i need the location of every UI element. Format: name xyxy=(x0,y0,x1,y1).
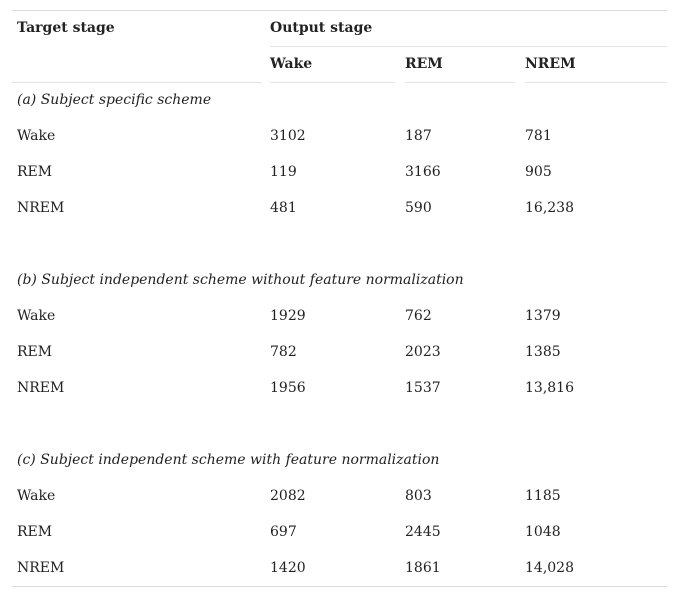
cell-nrem: 781 xyxy=(525,128,552,144)
cell-nrem: 1385 xyxy=(525,344,561,360)
cell-wake: 782 xyxy=(270,344,297,360)
row-label: NREM xyxy=(17,200,65,216)
row-label: Wake xyxy=(17,128,56,144)
cell-rem: 762 xyxy=(405,308,432,324)
cell-rem: 803 xyxy=(405,488,432,504)
header-target-stage: Target stage xyxy=(17,20,115,36)
table-row xyxy=(12,334,667,370)
cell-wake: 1929 xyxy=(270,308,306,324)
cell-wake: 3102 xyxy=(270,128,306,144)
table-row xyxy=(12,154,667,190)
cell-wake: 697 xyxy=(270,524,297,540)
header-rule-rem xyxy=(405,82,515,83)
cell-wake: 1420 xyxy=(270,560,306,576)
cell-wake: 1956 xyxy=(270,380,306,396)
cell-wake: 119 xyxy=(270,164,297,180)
row-label: Wake xyxy=(17,308,56,324)
column-header-wake: Wake xyxy=(270,56,313,72)
table-row xyxy=(12,118,667,154)
cell-rem: 1861 xyxy=(405,560,441,576)
cell-rem: 590 xyxy=(405,200,432,216)
row-label: REM xyxy=(17,344,53,360)
cell-rem: 2445 xyxy=(405,524,441,540)
output-stage-rule xyxy=(270,46,667,47)
row-label: NREM xyxy=(17,560,65,576)
header-output-stage: Output stage xyxy=(270,20,373,36)
cell-nrem: 14,028 xyxy=(525,560,574,576)
cell-rem: 2023 xyxy=(405,344,441,360)
header-rule-wake xyxy=(270,82,395,83)
cell-nrem: 13,816 xyxy=(525,380,574,396)
section-title-a: (a) Subject specific scheme xyxy=(17,92,212,108)
cell-nrem: 1379 xyxy=(525,308,561,324)
cell-wake: 2082 xyxy=(270,488,306,504)
column-header-nrem: NREM xyxy=(525,56,576,72)
cell-nrem: 1185 xyxy=(525,488,561,504)
cell-wake: 481 xyxy=(270,200,297,216)
row-label: NREM xyxy=(17,380,65,396)
table-row xyxy=(12,298,667,334)
section-title-b: (b) Subject independent scheme without feature normalization xyxy=(17,272,464,288)
cell-rem: 3166 xyxy=(405,164,441,180)
table-row xyxy=(12,514,667,550)
row-label: REM xyxy=(17,164,53,180)
cell-nrem: 905 xyxy=(525,164,552,180)
table-row xyxy=(12,190,667,226)
section-title-c: (c) Subject independent scheme with feature normalization xyxy=(17,452,440,468)
table-row xyxy=(12,550,667,586)
table-row xyxy=(12,478,667,514)
row-label: REM xyxy=(17,524,53,540)
cell-rem: 187 xyxy=(405,128,432,144)
row-label: Wake xyxy=(17,488,56,504)
table-row xyxy=(12,370,667,406)
column-header-rem: REM xyxy=(405,56,443,72)
cell-nrem: 16,238 xyxy=(525,200,574,216)
header-rule-nrem xyxy=(525,82,667,83)
table-bottom-rule xyxy=(12,586,667,587)
table-top-rule xyxy=(12,10,667,11)
cell-rem: 1537 xyxy=(405,380,441,396)
cell-nrem: 1048 xyxy=(525,524,561,540)
